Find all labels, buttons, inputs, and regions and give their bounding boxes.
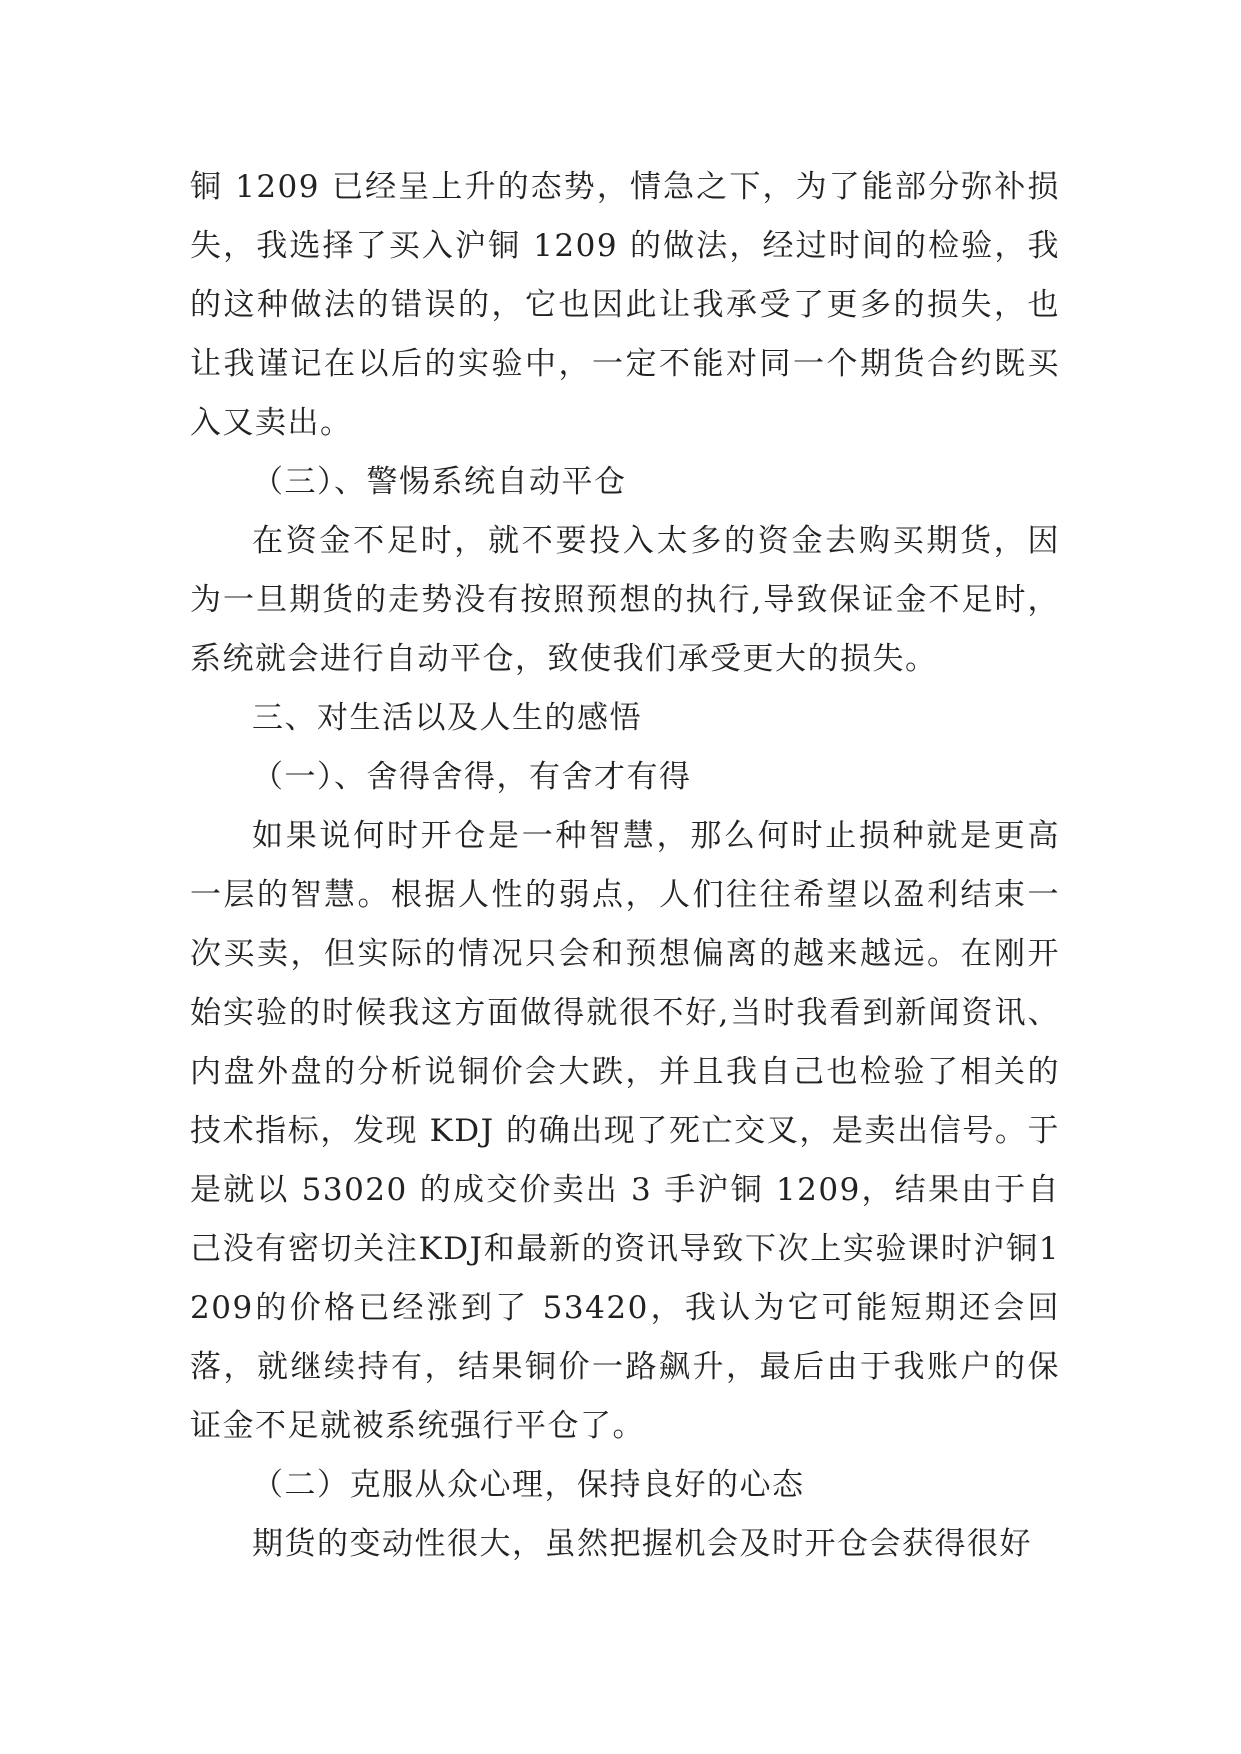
heading-beware-auto-close: （三）、警惕系统自动平仓 — [252, 464, 627, 500]
heading-give-and-take: （一）、舍得舍得，有舍才有得 — [252, 759, 692, 795]
paragraph-futures-volatility: 期货的变动性很大，虽然把握机会及时开仓会获得很好 — [252, 1526, 1032, 1562]
heading-overcome-herd-mentality: （二）克服从众心理，保持良好的心态 — [252, 1467, 805, 1503]
document-body — [190, 158, 1060, 1574]
paragraph-stop-loss-wisdom: 如果说何时开仓是一种智慧，那么何时止损种就是更高一层的智慧。根据人性的弱点，人们往往希望以盈利结束一次买卖，但实际的情况只会和预想偏离的越来越远。在刚开始实验的时候我这方面做得就很不好,当时我看到新闻资讯、内盘外盘的分析说铜价会大跌，并且我自己也检验了相关的技术指标，发现 KDJ 的确出现了死亡交叉，是卖出信号。于是就以 53020 的成交价卖出 3 手沪铜 1209，结果由于自己没有密切关注KDJ和最新的资讯导致下次上实验课时沪铜1209的价格已经涨到了 53420，我认为它可能短期还会回落，就继续持有，结果铜价一路飙升，最后由于我账户的保证金不足就被系统强行平仓了。 — [190, 818, 1060, 1444]
heading-life-insights: 三、对生活以及人生的感悟 — [252, 700, 642, 736]
paragraph-copper-trade-continuation: 铜 1209 已经呈上升的态势，情急之下，为了能部分弥补损失，我选择了买入沪铜 1209 的做法，经过时间的检验，我的这种做法的错误的，它也因此让我承受了更多的损失，也让我谨记在以后的实验中，一定不能对同一个期货合约既买入又卖出。 — [190, 169, 1060, 441]
paragraph-insufficient-funds: 在资金不足时，就不要投入太多的资金去购买期货，因为一旦期货的走势没有按照预想的执行,导致保证金不足时，系统就会进行自动平仓，致使我们承受更大的损失。 — [190, 523, 1060, 677]
